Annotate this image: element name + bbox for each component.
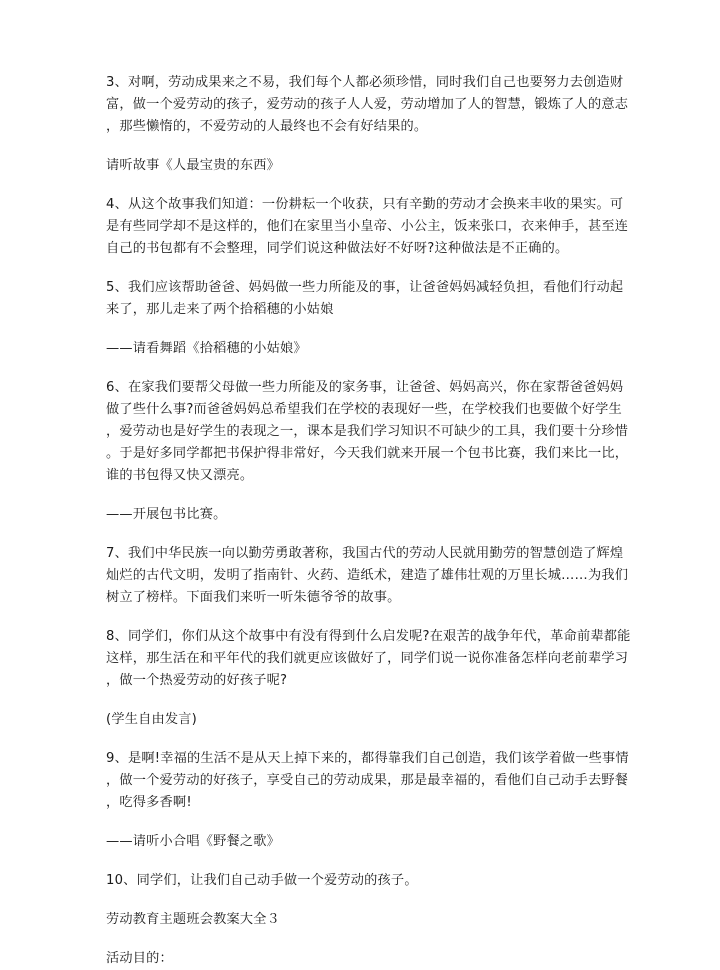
text-line: 自己的书包都有不会整理，同学们说这种做法好不好呀?这种做法是不正确的。 bbox=[106, 241, 569, 256]
text-line: 活动目的： bbox=[106, 951, 173, 966]
text-line: 3、对啊，劳动成果来之不易，我们每个人都必须珍惜，同时我们自己也要努力去创造财 bbox=[106, 75, 624, 90]
free-speech-line bbox=[106, 709, 646, 731]
text-line: ，吃得多香啊! bbox=[106, 795, 192, 810]
text-line: ——请看舞蹈《拾稻穗的小姑娘》 bbox=[106, 341, 307, 356]
text-line: 6、在家我们要帮父母做一些力所能及的家务事，让爸爸、妈妈高兴，你在家帮爸爸妈妈 bbox=[106, 380, 624, 395]
text-line: (学生自由发言) bbox=[106, 712, 198, 727]
text-line: 8、同学们，你们从这个故事中有没有得到什么启发呢?在艰苦的战争年代，革命前辈都能 bbox=[106, 629, 631, 644]
text-line: 来了，那儿走来了两个拾稻穗的小姑娘 bbox=[106, 302, 334, 317]
paragraph-3 bbox=[106, 72, 646, 138]
document-body bbox=[106, 72, 646, 970]
text-line: 7、我们中华民族一向以勤劳勇敢著称，我国古代的劳动人民就用勤劳的智慧创造了辉煌 bbox=[106, 546, 624, 561]
text-line: ，那些懒惰的，不爱劳动的人最终也不会有好结果的。 bbox=[106, 119, 428, 134]
text-line: 灿烂的古代文明，发明了指南针、火药、造纸术，建造了雄伟壮观的万里长城……为我们 bbox=[106, 568, 629, 583]
section-heading bbox=[106, 909, 646, 931]
text-line: 。于是好多同学都把书保护得非常好，今天我们就来开展一个包书比赛，我们来比一比， bbox=[106, 446, 629, 461]
text-line: ——请听小合唱《野餐之歌》 bbox=[106, 834, 281, 849]
dance-prompt-line bbox=[106, 338, 646, 360]
text-line: 谁的书包得又快又漂亮。 bbox=[106, 468, 254, 483]
activity-purpose-label bbox=[106, 948, 646, 970]
text-line: 10、同学们，让我们自己动手做一个爱劳动的孩子。 bbox=[106, 873, 418, 888]
story-prompt-line bbox=[106, 155, 646, 177]
text-line: 做了些什么事?而爸爸妈妈总希望我们在学校的表现好一些，在学校我们也要做个好学生 bbox=[106, 402, 622, 417]
text-line: ——开展包书比赛。 bbox=[106, 507, 227, 522]
paragraph-9 bbox=[106, 748, 646, 814]
song-prompt-line bbox=[106, 831, 646, 853]
text-line: ，爱劳动也是好学生的表现之一，课本是我们学习知识不可缺少的工具，我们要十分珍惜 bbox=[106, 424, 629, 439]
text-line: ，做一个爱劳动的好孩子，享受自己的劳动成果，那是最幸福的，看他们自己动手去野餐 bbox=[106, 773, 629, 788]
paragraph-10 bbox=[106, 870, 646, 892]
text-line: 5、我们应该帮助爸爸、妈妈做一些力所能及的事，让爸爸妈妈减轻负担，看他们行动起 bbox=[106, 280, 624, 295]
paragraph-5 bbox=[106, 277, 646, 321]
text-line: 4、从这个故事我们知道：一份耕耘一个收获，只有辛勤的劳动才会换来丰收的果实。可 bbox=[106, 197, 624, 212]
paragraph-7 bbox=[106, 543, 646, 609]
text-line: 富，做一个爱劳动的孩子，爱劳动的孩子人人爱，劳动增加了人的智慧，锻炼了人的意志 bbox=[106, 97, 629, 112]
text-line: 是有些同学却不是这样的，他们在家里当小皇帝、小公主，饭来张口，衣来伸手，甚至连 bbox=[106, 219, 629, 234]
text-line: 这样，那生活在和平年代的我们就更应该做好了，同学们说一说你准备怎样向老前辈学习 bbox=[106, 651, 629, 666]
text-line: 9、是啊!幸福的生活不是从天上掉下来的，都得靠我们自己创造，我们该学着做一些事情 bbox=[106, 751, 629, 766]
paragraph-4 bbox=[106, 194, 646, 260]
text-line: ，做一个热爱劳动的好孩子呢? bbox=[106, 673, 288, 688]
text-line: 劳动教育主题班会教案大全３ bbox=[106, 912, 281, 927]
text-line: 树立了榜样。下面我们来听一听朱德爷爷的故事。 bbox=[106, 590, 401, 605]
paragraph-6 bbox=[106, 377, 646, 487]
paragraph-8 bbox=[106, 626, 646, 692]
book-wrapping-line bbox=[106, 504, 646, 526]
text-line: 请听故事《人最宝贵的东西》 bbox=[106, 158, 281, 173]
